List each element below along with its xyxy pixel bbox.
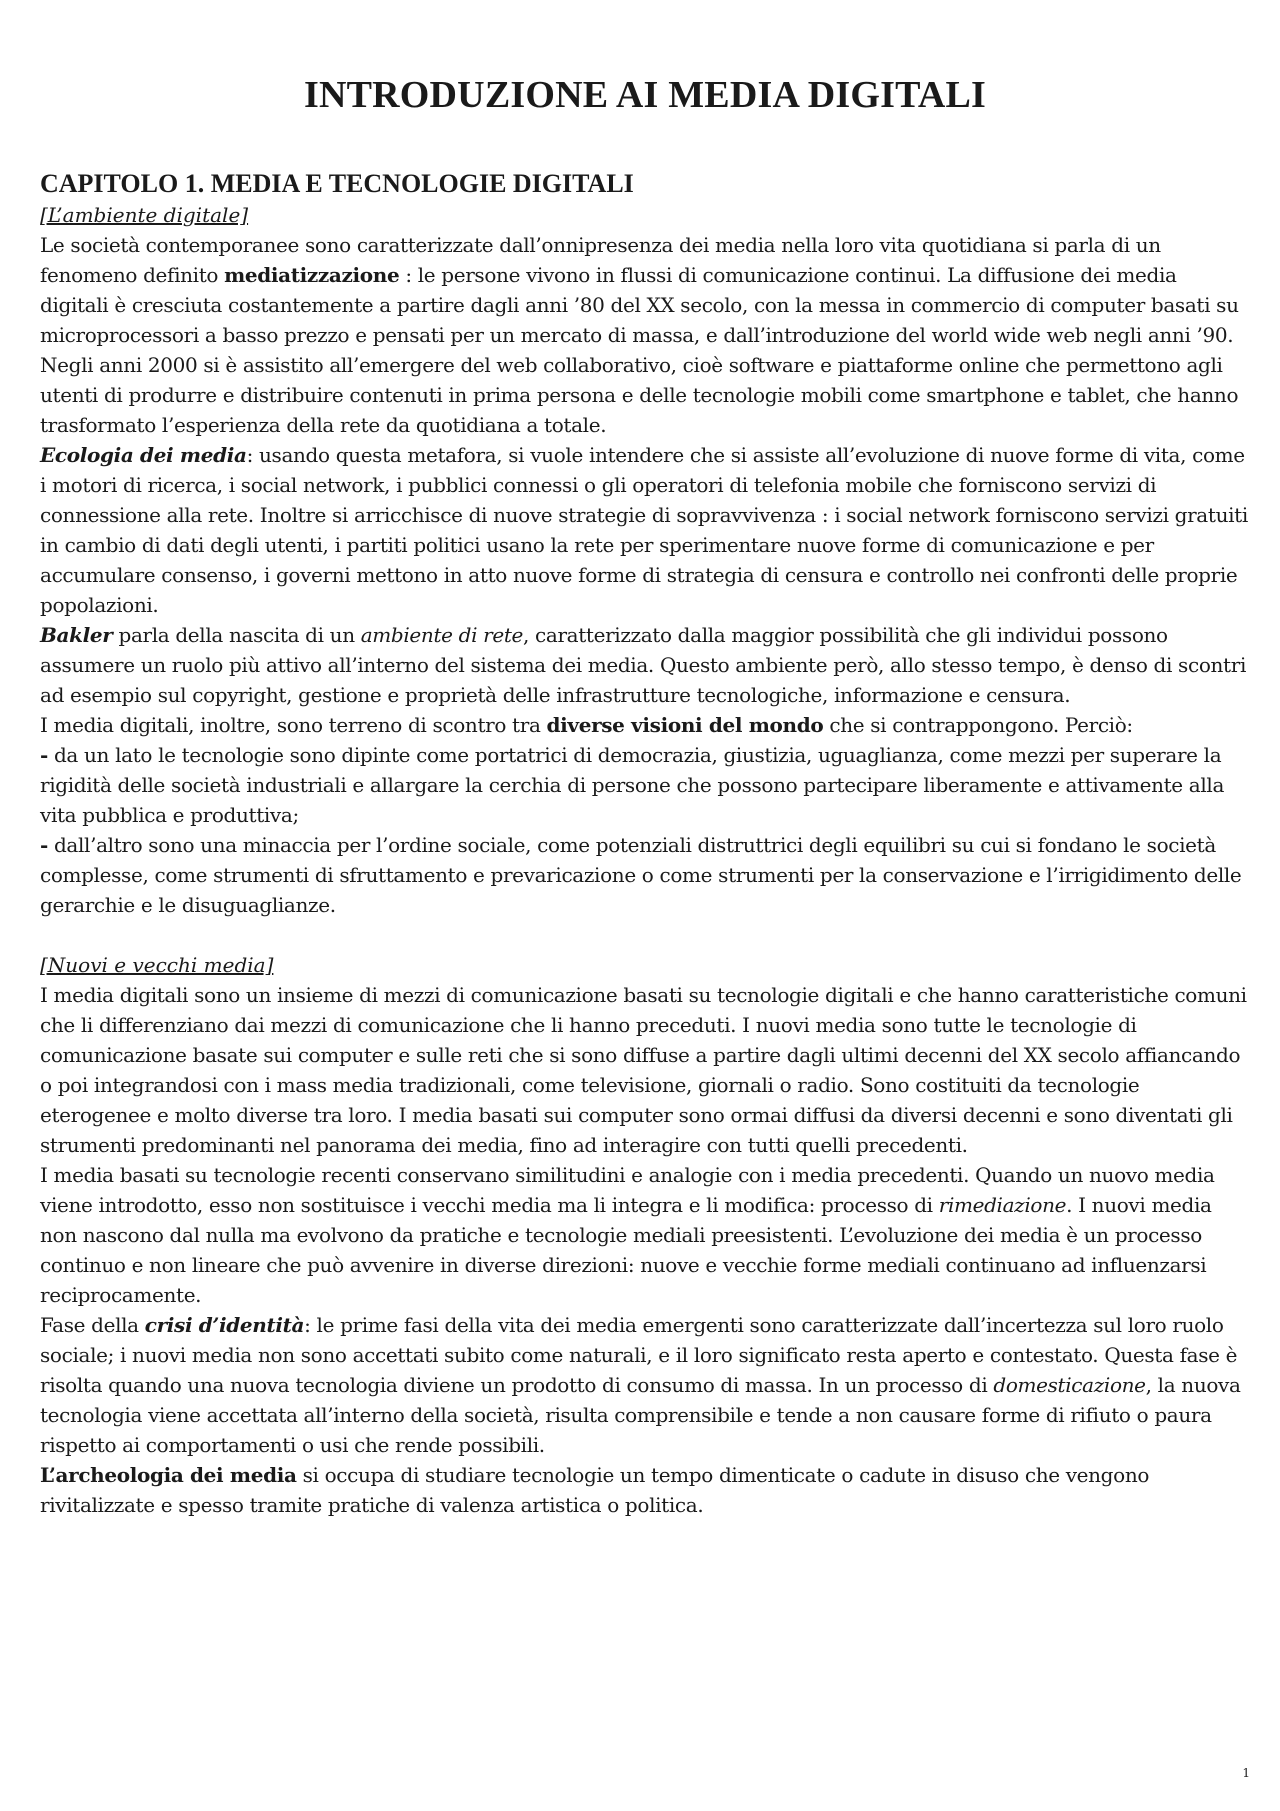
section-heading-ambiente-digitale: [L’ambiente digitale] — [40, 203, 249, 227]
list-item-democrazia — [40, 740, 1250, 830]
text: Le società contemporanee sono caratterizzate dall’onnipresenza dei media nella loro vita quotidiana si parla di un fenomeno definito — [40, 233, 1161, 287]
list-dash: - — [40, 743, 48, 767]
list-dash: - — [40, 833, 48, 857]
text: : le prime fasi della vita dei media emergenti sono caratterizzate dall’incertezza sul loro ruolo sociale; i nuovi media non sono accettati subito come naturali, e il loro significato resta aperto e contestato. Questa fase è risolta quando una nuova tecnologia diviene un prodotto di consumo di massa. In un processo di — [40, 1313, 1238, 1397]
text: Fase della — [40, 1313, 145, 1337]
term-ambiente-di-rete: ambiente di rete — [360, 623, 523, 647]
text: : le persone vivono in flussi di comunicazione continui. La diffusione dei media digitali è cresciuta costantemente a partire dagli anni ’80 del XX secolo, con la messa in commercio di computer basati su microprocessori a basso prezzo e pensati per un mercato di massa, e dall’introduzione del world wide web negli anni ’90. Negli anni 2000 si è assistito all’emergere del web collaborativo, cioè software e piattaforme online che permettono agli utenti di produrre e distribuire contenuti in prima persona e delle tecnologie mobili come smartphone e tablet, che hanno trasformato l’esperienza della rete da quotidiana a totale. — [40, 263, 1239, 437]
chapter-heading: CAPITOLO 1. MEDIA E TECNOLOGIE DIGITALI — [40, 169, 634, 198]
term-diverse-visioni-del-mondo: diverse visioni del mondo — [546, 713, 824, 737]
text: . I nuovi media non nascono dal nulla ma evolvono da pratiche e tecnologie mediali preesistenti. L’evoluzione dei media è un processo continuo e non lineare che può avvenire in diverse direzioni: nuove e vecchie forme mediali continuano ad influenzarsi reciprocamente. — [40, 1193, 1212, 1307]
text: I media digitali, inoltre, sono terreno di scontro tra — [40, 713, 547, 737]
term-mediatizzazione: mediatizzazione — [224, 263, 400, 287]
term-archeologia-dei-media: L’archeologia dei media — [40, 1463, 297, 1487]
document-page — [40, 72, 1250, 1520]
text: si occupa di studiare tecnologie un tempo dimenticate o cadute in disuso che vengono rivitalizzate e spesso tramite pratiche di valenza artistica o politica. — [40, 1463, 1150, 1517]
term-crisi-identita: crisi d’identità — [144, 1313, 305, 1337]
section-spacer — [40, 920, 1250, 950]
text: , la nuova tecnologia viene accettata all’interno della società, risulta comprensibile e tende a non causare forme di rifiuto o paura rispetto ai comportamenti o usi che rende possibili. — [40, 1373, 1241, 1457]
term-domesticazione: domesticazione — [993, 1373, 1146, 1397]
section-heading-nuovi-e-vecchi-media: [Nuovi e vecchi media] — [40, 953, 274, 977]
list-item-minaccia — [40, 830, 1250, 920]
page-number: 1 — [1242, 1766, 1250, 1780]
text: che si contrappongono. Perciò: — [823, 713, 1133, 737]
text: I media basati su tecnologie recenti conservano similitudini e analogie con i media precedenti. Quando un nuovo media viene introdotto, esso non sostituisce i vecchi media ma li integra e li modifica: processo di — [40, 1163, 1215, 1217]
paragraph-bakler — [40, 620, 1250, 710]
term-bakler: Bakler — [40, 623, 113, 647]
paragraph-media-digitali — [40, 980, 1250, 1160]
text: I media digitali sono un insieme di mezzi di comunicazione basati su tecnologie digitali e che hanno caratteristiche comuni che li differenziano dai mezzi di comunicazione che li hanno preceduti. I nuovi media sono tutte le tecnologie di comunicazione basate sui computer e sulle reti che si sono diffuse a partire dagli ultimi decenni del XX secolo affiancando o poi integrandosi con i mass media tradizionali, come televisione, giornali o radio. Sono costituiti da tecnologie eterogenee e molto diverse tra loro. I media basati sui computer sono ormai diffusi da diversi decenni e sono diventati gli strumenti predominanti nel panorama dei media, fino ad interagire con tutti quelli precedenti. — [40, 983, 1247, 1157]
paragraph-crisi-identita — [40, 1310, 1250, 1460]
text: dall’altro sono una minaccia per l’ordine sociale, come potenziali distruttrici degli equilibri su cui si fondano le società complesse, come strumenti di sfruttamento e prevaricazione o come strumenti per la conservazione e l’irrigidimento delle gerarchie e le disuguaglianze. — [40, 833, 1242, 917]
paragraph-ecologia-dei-media — [40, 440, 1250, 620]
text: : usando questa metafora, si vuole intendere che si assiste all’evoluzione di nuove forme di vita, come i motori di ricerca, i social network, i pubblici connessi o gli operatori di telefonia mobile che forniscono servizi di connessione alla rete. Inoltre si arricchisce di nuove strategie di sopravvivenza : i social network forniscono servizi gratuiti in cambio di dati degli utenti, i partiti politici usano la rete per sperimentare nuove forme di comunicazione e per accumulare consenso, i governi mettono in atto nuove forme di strategia di censura e controllo nei confronti delle proprie popolazioni. — [40, 443, 1248, 617]
text: da un lato le tecnologie sono dipinte come portatrici di democrazia, giustizia, uguaglianza, come mezzi per superare la rigidità delle società industriali e allargare la cerchia di persone che possono partecipare liberamente e attivamente alla vita pubblica e produttiva; — [40, 743, 1225, 827]
term-ecologia-dei-media: Ecologia dei media — [40, 443, 247, 467]
document-title: INTRODUZIONE AI MEDIA DIGITALI — [303, 74, 987, 116]
text: , caratterizzato dalla maggior possibilità che gli individui possono assumere un ruolo più attivo all’interno del sistema dei media. Questo ambiente però, allo stesso tempo, è denso di scontri ad esempio sul copyright, gestione e proprietà delle infrastrutture tecnologiche, informazione e censura. — [40, 623, 1246, 707]
term-rimediazione: rimediazione — [938, 1193, 1067, 1217]
paragraph-rimediazione — [40, 1160, 1250, 1310]
text: parla della nascita di un — [112, 623, 361, 647]
paragraph-archeologia-dei-media — [40, 1460, 1250, 1520]
paragraph-visioni-del-mondo — [40, 710, 1250, 740]
paragraph-mediatizzazione — [40, 230, 1250, 440]
